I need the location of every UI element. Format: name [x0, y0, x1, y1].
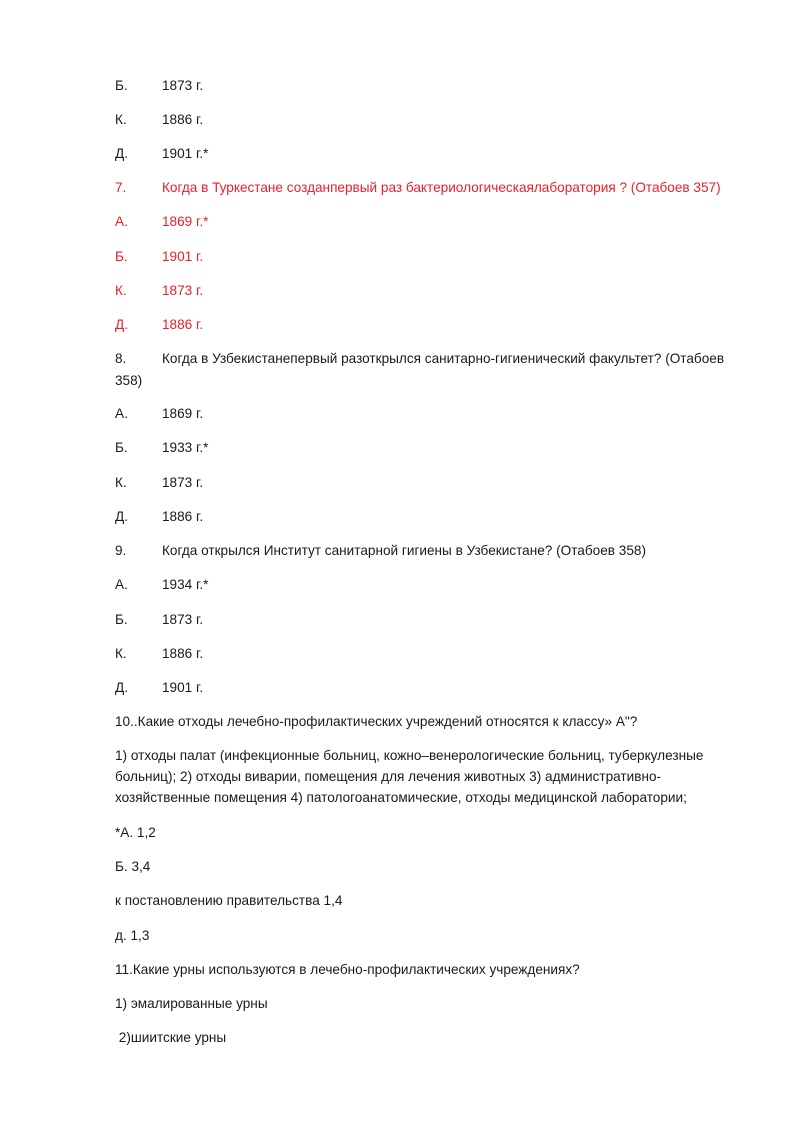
- option-text: 1873 г.: [162, 475, 204, 490]
- question-number: 8.: [115, 351, 127, 366]
- option-marker: К.: [115, 646, 127, 661]
- question-text: Когда открылся Институт санитарной гигиены в Узбекистане? (Отабоев 358): [162, 543, 646, 558]
- option-text: 1869 г.: [162, 406, 204, 421]
- option-text: 1873 г.: [162, 78, 204, 93]
- option-text: 1869 г.*: [162, 214, 209, 229]
- question-7: [115, 179, 721, 196]
- option-text: 1901 г.: [162, 680, 204, 695]
- answer-option: [115, 611, 203, 628]
- option-marker: К.: [115, 475, 127, 490]
- answer-option: [115, 508, 203, 525]
- option-marker: Д.: [115, 680, 128, 695]
- list-item: 1) эмалированные урны: [115, 996, 268, 1011]
- option-text: 1901 г.: [162, 249, 204, 264]
- answer-option: [115, 111, 203, 128]
- option-text: 1873 г.: [162, 283, 204, 298]
- answer-option: [115, 213, 208, 230]
- option-marker: А.: [115, 577, 128, 592]
- option-text: 1886 г.: [162, 317, 204, 332]
- answer-option: [115, 405, 203, 422]
- answer-option: *А. 1,2: [115, 825, 156, 840]
- option-marker: Б.: [115, 612, 128, 627]
- answer-option: [115, 145, 208, 162]
- option-text: 1873 г.: [162, 612, 204, 627]
- option-text: 1934 г.*: [162, 577, 209, 592]
- question-text: Когда в Узбекистанепервый разоткрылся санитарно-гигиенический факультет? (Отабоев: [162, 351, 725, 366]
- option-text: 1933 г.*: [162, 440, 209, 455]
- option-marker: Д.: [115, 146, 128, 161]
- question-number: 9.: [115, 543, 127, 558]
- question-8: [115, 350, 724, 367]
- list-item: 2)шиитские урны: [115, 1030, 227, 1045]
- option-text: 1886 г.: [162, 646, 204, 661]
- option-marker: А.: [115, 406, 128, 421]
- answer-option: к постановлению правительства 1,4: [115, 893, 343, 908]
- answer-option: [115, 439, 208, 456]
- option-marker: Б.: [115, 249, 128, 264]
- option-marker: Б.: [115, 78, 128, 93]
- option-marker: Д.: [115, 317, 128, 332]
- answer-option: д. 1,3: [115, 928, 150, 943]
- answer-option: [115, 576, 208, 593]
- question-10-title: 10..Какие отходы лечебно-профилактических учреждений относятся к классу» А"?: [115, 714, 638, 729]
- question-11-title: 11.Какие урны используются в лечебно-профилактических учреждениях?: [115, 962, 580, 977]
- answer-option: [115, 248, 203, 265]
- question-9: [115, 542, 646, 559]
- answer-option: [115, 316, 203, 333]
- option-text: 1901 г.*: [162, 146, 209, 161]
- option-marker: Б.: [115, 440, 128, 455]
- option-marker: К.: [115, 112, 127, 127]
- option-text: 1886 г.: [162, 112, 204, 127]
- option-text: 1886 г.: [162, 509, 204, 524]
- question-10-body: 1) отходы палат (инфекционные больниц, кожно–венерологические больниц, туберкулезные больниц); 2) отходы виварии, помещения для лечения животных 3) административно-хозяйственные помещения 4) патологоанатомические, отходы медицинской лаборатории;: [115, 748, 704, 805]
- answer-option: [115, 474, 203, 491]
- option-marker: К.: [115, 283, 127, 298]
- answer-option: [115, 679, 203, 696]
- question-text: Когда в Туркестане созданпервый раз бактериологическаялаборатория ? (Отабоев 357): [162, 180, 721, 195]
- answer-option: Б. 3,4: [115, 859, 151, 874]
- answer-option: [115, 645, 203, 662]
- question-number: 7.: [115, 180, 127, 195]
- question-text-continuation: 358): [115, 373, 143, 388]
- answer-option: [115, 282, 203, 299]
- answer-option: [115, 77, 203, 94]
- option-marker: А.: [115, 214, 128, 229]
- option-marker: Д.: [115, 509, 128, 524]
